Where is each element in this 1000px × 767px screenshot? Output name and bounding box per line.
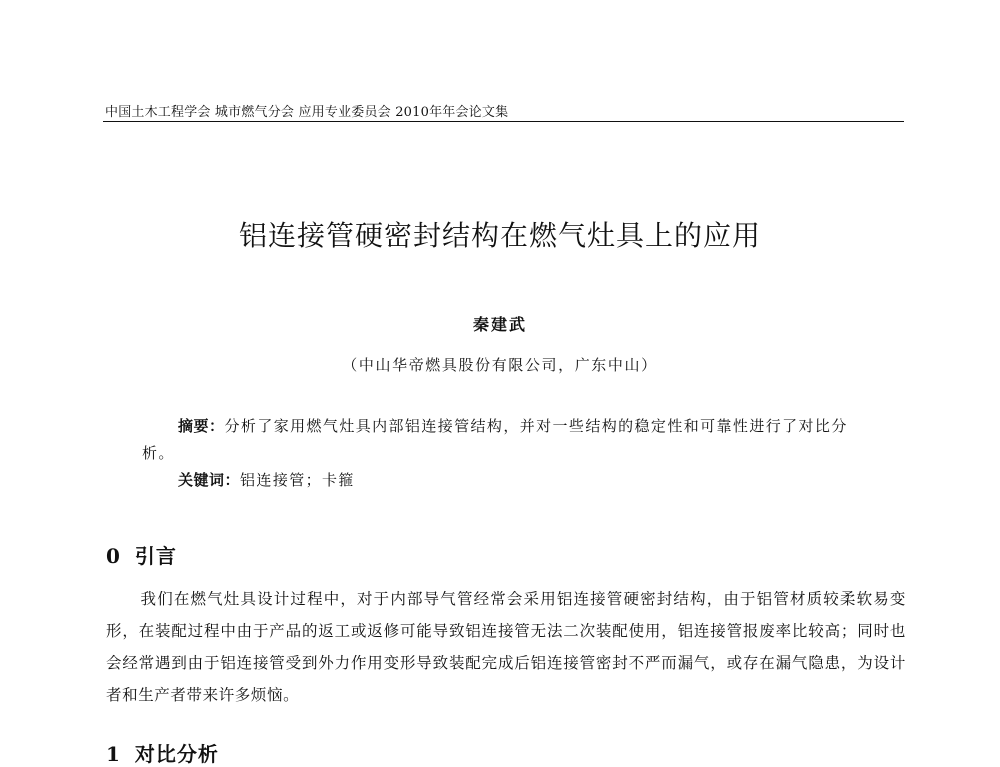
author-affiliation: （中山华帝燃具股份有限公司，广东中山） — [342, 356, 658, 374]
section-heading-introduction — [106, 540, 177, 569]
keywords — [178, 469, 355, 490]
paper-title: 铝连接管硬密封结构在燃气灶具上的应用 — [238, 219, 761, 252]
section-number: 0 — [106, 544, 121, 568]
keywords-text: 铝连接管；卡箍 — [240, 471, 355, 489]
section-body-introduction — [106, 583, 906, 711]
section-title: 引言 — [134, 544, 177, 568]
header-rule — [103, 121, 904, 122]
abstract — [142, 413, 880, 467]
section-title: 对比分析 — [134, 742, 219, 766]
keywords-label: 关键词： — [178, 471, 241, 489]
section-number: 1 — [106, 742, 121, 766]
author-name: 秦建武 — [472, 315, 527, 334]
section-heading-comparison — [106, 738, 219, 767]
running-header: 中国土木工程学会 城市燃气分会 应用专业委员会 2010年年会论文集 — [105, 105, 509, 120]
paragraph-text: 我们在燃气灶具设计过程中，对于内部导气管经常会采用铝连接管硬密封结构，由于铝管材质较柔软易变形，在装配过程中由于产品的返工或返修可能导致铝连接管无法二次装配使用，铝连接管报废率比较高；同时也会经常遇到由于铝连接管受到外力作用变形导致装配完成后铝连接管密封不严而漏气，或存在漏气隐患，为设计者和生产者带来许多烦恼。 — [106, 590, 906, 704]
abstract-label: 摘要： — [178, 417, 225, 435]
abstract-text: 分析了家用燃气灶具内部铝连接管结构，并对一些结构的稳定性和可靠性进行了对比分析。 — [142, 417, 848, 462]
